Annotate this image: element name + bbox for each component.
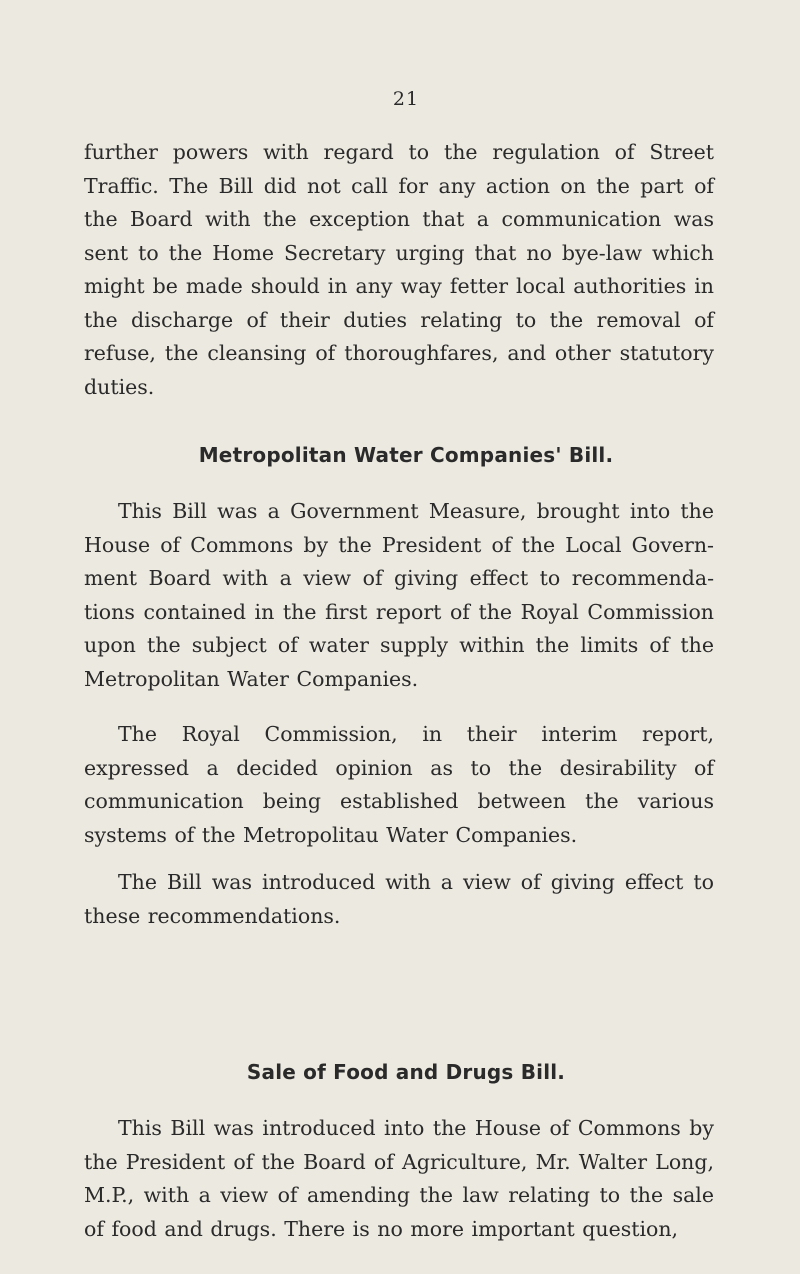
page-number: 21 [392, 88, 420, 110]
paragraph-street-traffic: further powers with regard to the regulation of Street Traffic. The Bill did not call for any action on the part of the Board with the exception that a communication was sent to the Home Secretary urging that no bye-law which might be made should in any way fetter local authorities in the discharge of their duties relating to the removal of refuse, the cleansing of thoroughfares, and other statutory duties. [84, 140, 714, 399]
section-heading-metropolitan-water: Metropolitan Water Companies' Bill. [198, 443, 614, 467]
paragraph-government-measure: This Bill was a Government Measure, brought into the House of Commons by the President of the Local Govern-ment Board with a view of giving effect to recommenda-tions contained in the first report of the Royal Commission upon the subject of water supply within the limits of the Metropolitan Water Companies. [84, 499, 714, 691]
paragraph-royal-commission: The Royal Commission, in their interim report, expressed a decided opinion as to the desirability of communication being established between the various systems of the Metropolitau Water Companies. [84, 722, 714, 847]
paragraph-food-and-drugs: This Bill was introduced into the House of Commons by the President of the Board of Agriculture, Mr. Walter Long, M.P., with a view of amending the law relating to the sale of food and drugs. There is no more important question, [84, 1116, 714, 1241]
section-heading-food-and-drugs: Sale of Food and Drugs Bill. [246, 1060, 566, 1084]
paragraph-bill-introduced: The Bill was introduced with a view of giving effect to these recommendations. [84, 870, 714, 928]
